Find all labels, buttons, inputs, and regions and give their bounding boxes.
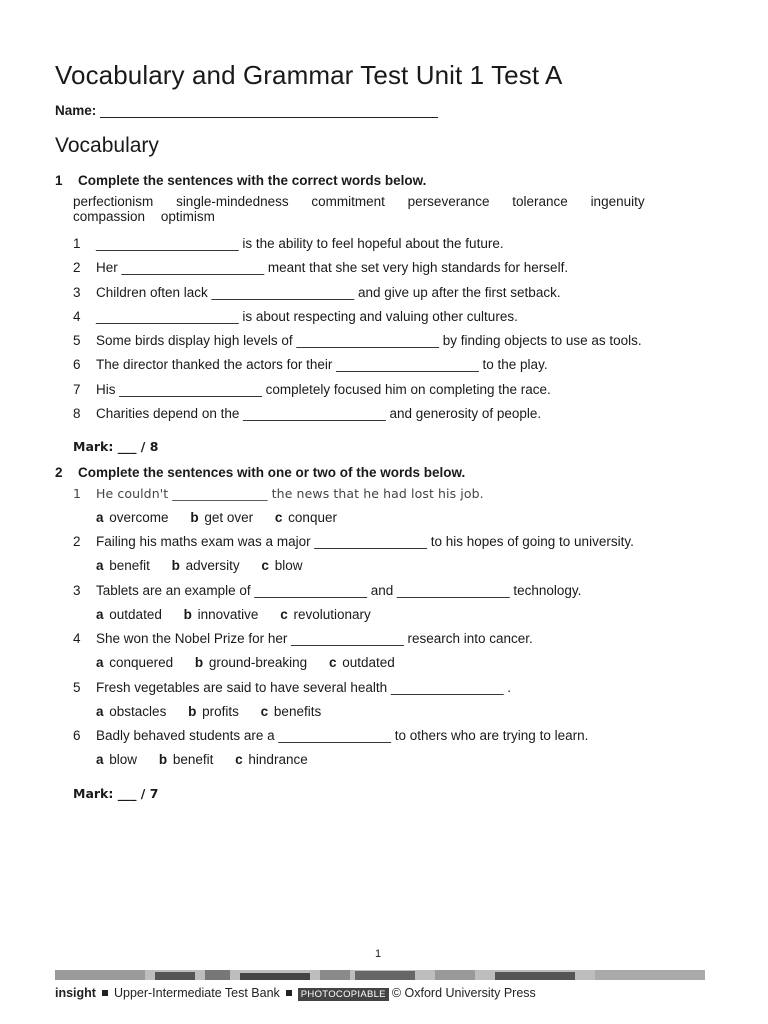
exercise-1-heading <box>55 173 426 188</box>
square-bullet-icon <box>102 990 108 996</box>
option: c revolutionary <box>280 607 371 622</box>
page-number: 1 <box>375 948 382 960</box>
option: a outdated <box>96 607 162 622</box>
word-bank-item: perseverance <box>407 194 490 209</box>
exercise-2-item: 5 Fresh vegetables are said to have several health _______________ . <box>73 680 512 695</box>
option: b ground-breaking <box>194 655 308 670</box>
exercise-1-mark: Mark: ___ / 8 <box>73 439 159 454</box>
footer-decorative-strip <box>55 970 705 980</box>
brand-logo: insight <box>55 986 96 1000</box>
option: a overcome <box>96 510 169 525</box>
test-bank-label: Upper-Intermediate Test Bank <box>113 986 280 1000</box>
option: c benefits <box>260 704 322 719</box>
exercise-2-item: 6 Badly behaved students are a _______________ to others who are trying to learn. <box>73 728 589 743</box>
exercise-2-mark: Mark: ___ / 7 <box>73 786 159 801</box>
option: a conquered <box>96 655 174 670</box>
word-bank-item: perfectionism <box>73 194 154 209</box>
photocopiable-badge: PHOTOCOPIABLE <box>298 988 389 1001</box>
exercise-1-item: 7 His ___________________ completely focused him on completing the race. <box>73 382 551 397</box>
publisher-label: © Oxford University Press <box>391 986 536 1000</box>
option: c blow <box>261 558 303 573</box>
page-footer <box>55 986 536 1001</box>
option: b innovative <box>183 607 259 622</box>
name-field <box>55 103 438 118</box>
exercise-1-item: 4 ___________________ is about respecting and valuing other cultures. <box>73 309 518 324</box>
option: b get over <box>190 510 254 525</box>
option: a blow <box>96 752 138 767</box>
option: b profits <box>188 704 239 719</box>
exercise-instruction: Complete the sentences with the correct words below. <box>78 173 427 188</box>
square-bullet-icon <box>286 990 292 996</box>
answer-options <box>96 558 320 573</box>
answer-options <box>96 607 389 622</box>
exercise-1-item: 2 Her ___________________ meant that she set very high standards for herself. <box>73 260 569 275</box>
page-title: Vocabulary and Grammar Test Unit 1 Test A <box>55 60 563 90</box>
exercise-1-item: 6 The director thanked the actors for their ___________________ to the play. <box>73 357 548 372</box>
word-bank-item: tolerance <box>512 194 568 209</box>
exercise-1-item: 3 Children often lack ___________________ and give up after the first setback. <box>73 285 561 300</box>
exercise-2-item: 1 He couldn't _______________ the news that he had lost his job. <box>73 486 484 501</box>
exercise-1-item: 1 ___________________ is the ability to feel hopeful about the future. <box>73 236 504 251</box>
word-bank-item: single-mindedness <box>176 194 289 209</box>
answer-options <box>96 655 413 670</box>
answer-options <box>96 704 339 719</box>
word-bank-item: compassion <box>73 209 146 224</box>
option: c conquer <box>274 510 337 525</box>
exercise-2-item: 3 Tablets are an example of _______________ and _______________ technology. <box>73 583 582 598</box>
word-bank-item: ingenuity <box>590 194 645 209</box>
name-label: Name: <box>55 103 97 118</box>
option: b adversity <box>171 558 240 573</box>
word-bank-item: optimism <box>160 209 215 224</box>
word-bank <box>73 194 693 224</box>
exercise-instruction: Complete the sentences with one or two of the words below. <box>78 465 466 480</box>
option: a benefit <box>96 558 150 573</box>
word-bank-item: commitment <box>311 194 385 209</box>
name-blank-line <box>100 103 438 118</box>
exercise-1-item: 5 Some birds display high levels of ___________________ by finding objects to use as tools. <box>73 333 642 348</box>
option: c hindrance <box>235 752 308 767</box>
option: b benefit <box>158 752 214 767</box>
exercise-2-item: 2 Failing his maths exam was a major _______________ to his hopes of going to university. <box>73 534 634 549</box>
answer-options <box>96 752 326 767</box>
answer-options <box>96 510 355 525</box>
option: c outdated <box>328 655 395 670</box>
exercise-number: 2 <box>55 465 63 480</box>
option: a obstacles <box>96 704 167 719</box>
exercise-1-item: 8 Charities depend on the ___________________ and generosity of people. <box>73 406 542 421</box>
section-heading: Vocabulary <box>55 134 159 157</box>
exercise-2-heading <box>55 465 465 480</box>
exercise-2-item: 4 She won the Nobel Prize for her _______________ research into cancer. <box>73 631 533 646</box>
exercise-number: 1 <box>55 173 63 188</box>
